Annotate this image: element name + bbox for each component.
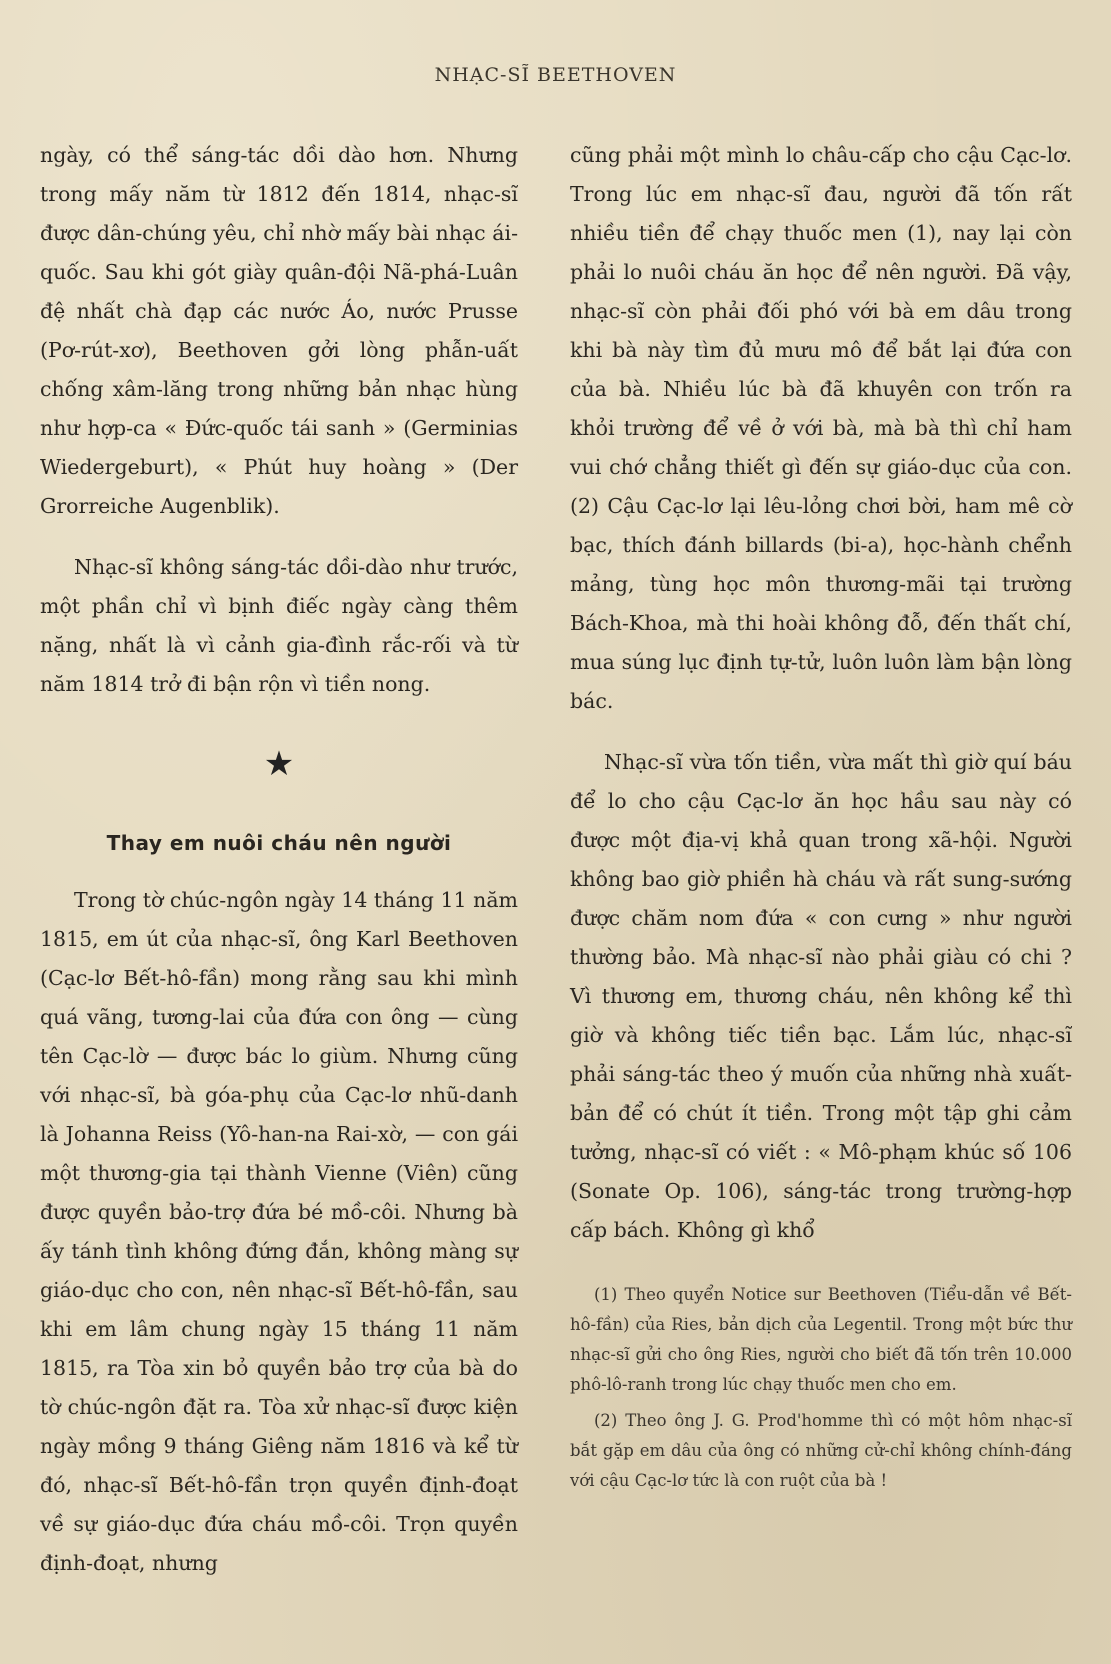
left-paragraph-2: Nhạc-sĩ không sáng-tác dồi-dào như trước, một phần chỉ vì bịnh điếc ngày càng thêm nặng, nhất là vì cảnh gia-đình rắc-rối và từ năm 1814 trở đi bận rộn vì tiền nong.: [40, 555, 518, 696]
left-paragraph-3: Trong tờ chúc-ngôn ngày 14 tháng 11 năm 1815, em út của nhạc-sĩ, ông Karl Beethoven (Cạc-lơ Bết-hô-fần) mong rằng sau khi mình quá vãng, tương-lai của đứa con ông — cùng tên Cạc-lờ — được bác lo giùm. Nhưng cũng với nhạc-sĩ, bà góa-phụ của Cạc-lơ nhũ-danh là Johanna Reiss (Yô-han-na Rai-xờ, — con gái một thương-gia tại thành Vienne (Viên) cũng được quyền bảo-trợ đứa bé mồ-côi. Nhưng bà ấy tánh tình không đứng đắn, không màng sự giáo-dục cho con, nên nhạc-sĩ Bết-hô-fần, sau khi em lâm chung ngày 15 tháng 11 năm 1815, ra Tòa xin bỏ quyền bảo trợ của bà do tờ chúc-ngôn đặt ra. Tòa xử nhạc-sĩ được kiện ngày mồng 9 tháng Giêng năm 1816 và kể từ đó, nhạc-sĩ Bết-hô-fần trọn quyền định-đoạt về sự giáo-dục đứa cháu mồ-côi. Trọn quyền định-đoạt, nhưng: [40, 888, 518, 1575]
section-star-ornament: ★: [263, 744, 295, 784]
section-heading: Thay em nuôi cháu nên người: [106, 831, 452, 855]
running-head: NHẠC-SĨ BEETHOVEN: [434, 64, 677, 86]
footnote-2: (2) Theo ông J. G. Prod'homme thì có một hôm nhạc-sĩ bắt gặp em dâu của ông có những cử-chỉ không chính-đáng với cậu Cạc-lơ tức là con ruột của bà !: [570, 1411, 1072, 1490]
left-column: [40, 136, 518, 1583]
footnotes: [570, 1280, 1072, 1496]
right-column: [570, 136, 1072, 1502]
left-paragraph-1: ngày, có thể sáng-tác dồi dào hơn. Nhưng trong mấy năm từ 1812 đến 1814, nhạc-sĩ được dân-chúng yêu, chỉ nhờ mấy bài nhạc ái-quốc. Sau khi gót giày quân-đội Nã-phá-Luân đệ nhất chà đạp các nước Áo, nước Prusse (Pơ-rút-xơ), Beethoven gởi lòng phẫn-uất chống xâm-lăng trong những bản nhạc hùng như hợp-ca « Đức-quốc tái sanh » (Germinias Wiedergeburt), « Phút huy hoàng » (Der Grorreiche Augenblik).: [40, 143, 518, 518]
right-paragraph-1: cũng phải một mình lo châu-cấp cho cậu Cạc-lơ. Trong lúc em nhạc-sĩ đau, người đã tốn rất nhiều tiền để chạy thuốc men (1), nay lại còn phải lo nuôi cháu ăn học để nên người. Đã vậy, nhạc-sĩ còn phải đối phó với bà em dâu trong khi bà này tìm đủ mưu mô để bắt lại đứa con của bà. Nhiều lúc bà đã khuyên con trốn ra khỏi trường để về ở với bà, mà bà thì chỉ ham vui chớ chẳng thiết gì đến sự giáo-dục của con. (2) Cậu Cạc-lơ lại lêu-lỏng chơi bời, ham mê cờ bạc, thích đánh billards (bi-a), học-hành chểnh mảng, tùng học môn thương-mãi tại trường Bách-Khoa, mà thi hoài không đỗ, đến thất chí, mua súng lục định tự-tử, luôn luôn làm bận lòng bác.: [570, 143, 1072, 713]
footnote-1: (1) Theo quyển Notice sur Beethoven (Tiểu-dẫn về Bết-hô-fần) của Ries, bản dịch của Legentil. Trong một bức thư nhạc-sĩ gửi cho ông Ries, người cho biết đã tốn trên 10.000 phô-lô-ranh trong lúc chạy thuốc men cho em.: [570, 1285, 1072, 1394]
right-paragraph-2: Nhạc-sĩ vừa tốn tiền, vừa mất thì giờ quí báu để lo cho cậu Cạc-lơ ăn học hầu sau này có được một địa-vị khả quan trong xã-hội. Người không bao giờ phiền hà cháu và rất sung-sướng được chăm nom đứa « con cưng » như người thường bảo. Mà nhạc-sĩ nào phải giàu có chi ? Vì thương em, thương cháu, nên không kể thì giờ và không tiếc tiền bạc. Lắm lúc, nhạc-sĩ phải sáng-tác theo ý muốn của những nhà xuất-bản để có chút ít tiền. Trong một tập ghi cảm tưởng, nhạc-sĩ có viết : « Mô-phạm khúc số 106 (Sonate Op. 106), sáng-tác trong trường-hợp cấp bách. Không gì khổ: [570, 750, 1072, 1242]
